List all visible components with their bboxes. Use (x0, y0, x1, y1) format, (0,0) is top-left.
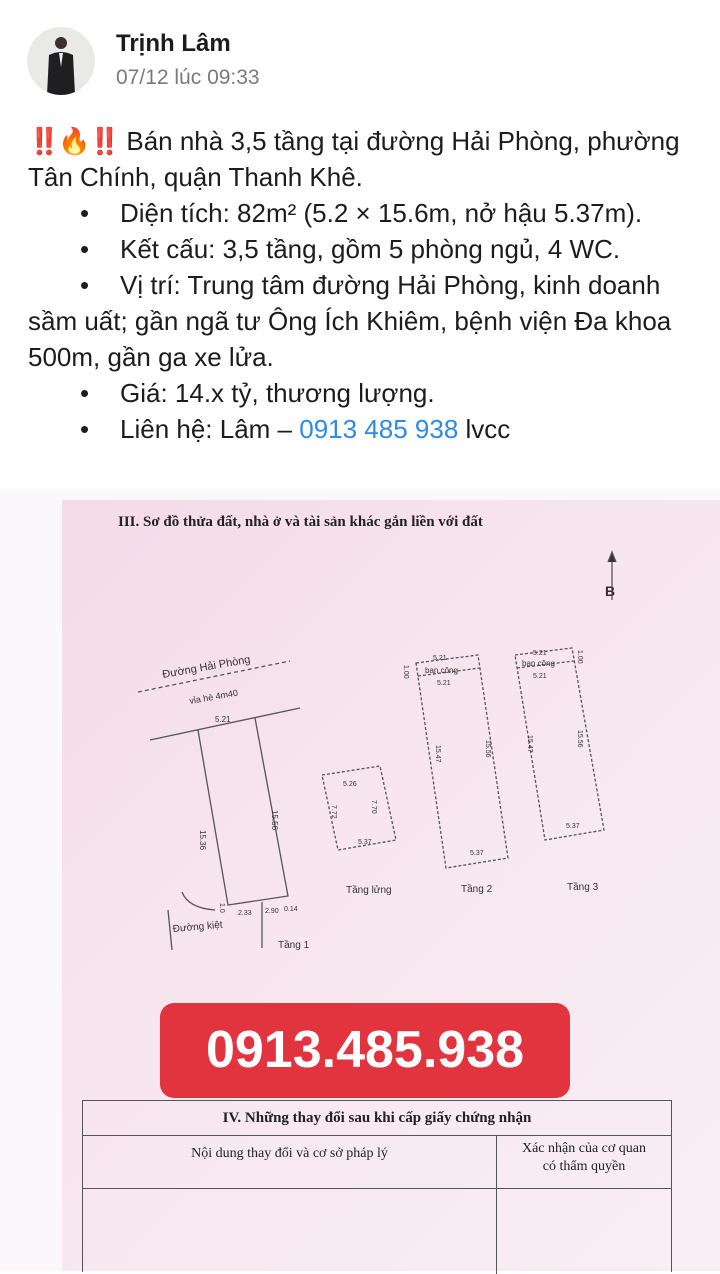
changes-table (82, 1100, 672, 1272)
list-item (28, 231, 708, 267)
bullet: • (80, 378, 90, 408)
dim-label: 7.70 (370, 800, 377, 814)
north-label: B (605, 583, 616, 599)
post-timestamp[interactable]: 07/12 lúc 09:33 (116, 66, 260, 89)
author-name[interactable]: Trịnh Lâm (116, 30, 231, 57)
bullet: • (80, 414, 90, 444)
sidewalk-label: vỉa hè 4m40 (188, 687, 239, 706)
column-header-line: có thẩm quyền (542, 1159, 626, 1174)
dim-label: 1.0 (218, 903, 225, 913)
section-title: III. Sơ đồ thửa đất, nhà ở và tài sản khác gắn liền với đất (118, 514, 483, 530)
column-header (497, 1136, 671, 1188)
dim-label: 5.21 (533, 673, 547, 680)
dim-label: 5.26 (343, 781, 357, 788)
post-body (28, 123, 708, 447)
dim-label: 5.37 (470, 850, 484, 857)
dim-label: 1.00 (402, 665, 409, 679)
balcony-label: ban công (522, 659, 555, 668)
bullet-text: Vị trí: Trung tâm đường Hải Phòng, kinh doanh sầm uất; gần ngã tư Ông Ích Khiêm, bệnh viện Đa khoa 500m, gần ga xe lửa. (28, 270, 672, 372)
dim-label: 2.90 (265, 908, 279, 915)
dim-label: 7.72 (330, 805, 337, 819)
contact-label: Liên hệ: Lâm – (120, 414, 300, 444)
fire-emoji-icon: ‼️🔥‼️ (28, 126, 120, 156)
table-row (83, 1189, 671, 1274)
dim-label: 5.37 (566, 823, 580, 830)
bullet-text: Giá: 14.x tỷ, thương lượng. (120, 378, 435, 408)
phone-link[interactable]: 0913 485 938 (299, 414, 459, 444)
alley-label: Đường kiệt (172, 919, 224, 935)
dim-label: 2.33 (238, 910, 252, 917)
avatar[interactable] (27, 27, 95, 95)
headline (28, 123, 708, 195)
table-header-row (83, 1136, 671, 1189)
column-header-line: Xác nhận của cơ quan (521, 1141, 646, 1156)
list-item (28, 195, 708, 231)
dim-label: 0.14 (284, 906, 298, 913)
bullet-text: Diện tích: 82m² (5.2 × 15.6m, nở hậu 5.37m). (120, 198, 643, 228)
phone-banner: 0913.485.938 (160, 1003, 570, 1098)
list-item (28, 411, 708, 447)
floor-label: Tầng 2 (461, 884, 493, 895)
dim-label: 5.21 (533, 650, 547, 657)
table-cell (83, 1189, 497, 1274)
dim-label: 15.56 (576, 730, 583, 748)
contact-suffix: lvcc (458, 414, 511, 444)
bullet-text: Kết cấu: 3,5 tầng, gồm 5 phòng ngủ, 4 WC. (120, 234, 621, 264)
balcony-label: ban công (425, 666, 458, 675)
floor-label: Tầng lửng (346, 885, 392, 896)
dim-label: 5.21 (215, 715, 231, 724)
dim-label: 15.47 (526, 735, 533, 753)
land-plot-diagram (0, 490, 720, 990)
avatar-person-icon (27, 27, 95, 95)
dim-label: 15.47 (434, 745, 441, 763)
bullet: • (80, 270, 90, 300)
column-header: Nội dung thay đổi và cơ sở pháp lý (83, 1136, 497, 1188)
floor-label: Tầng 3 (567, 882, 599, 893)
dim-label: 15.36 (198, 830, 207, 851)
changes-title: IV. Những thay đổi sau khi cấp giấy chứng nhận (83, 1101, 671, 1136)
street-label: Đường Hải Phòng (161, 653, 252, 681)
headline-text: Bán nhà 3,5 tầng tại đường Hải Phòng, phường Tân Chính, quận Thanh Khê. (28, 126, 680, 192)
floor-label: Tầng 1 (278, 940, 310, 951)
dim-label: 5.21 (437, 680, 451, 687)
bullet: • (80, 198, 90, 228)
dim-label: 5.37 (358, 839, 372, 846)
dim-label: 5.21 (433, 655, 447, 662)
bullet: • (80, 234, 90, 264)
list-item (28, 375, 708, 411)
dim-label: 15.56 (270, 810, 279, 831)
list-item (28, 267, 708, 375)
dim-label: 1.00 (576, 650, 583, 664)
dim-label: 15.56 (484, 740, 491, 758)
